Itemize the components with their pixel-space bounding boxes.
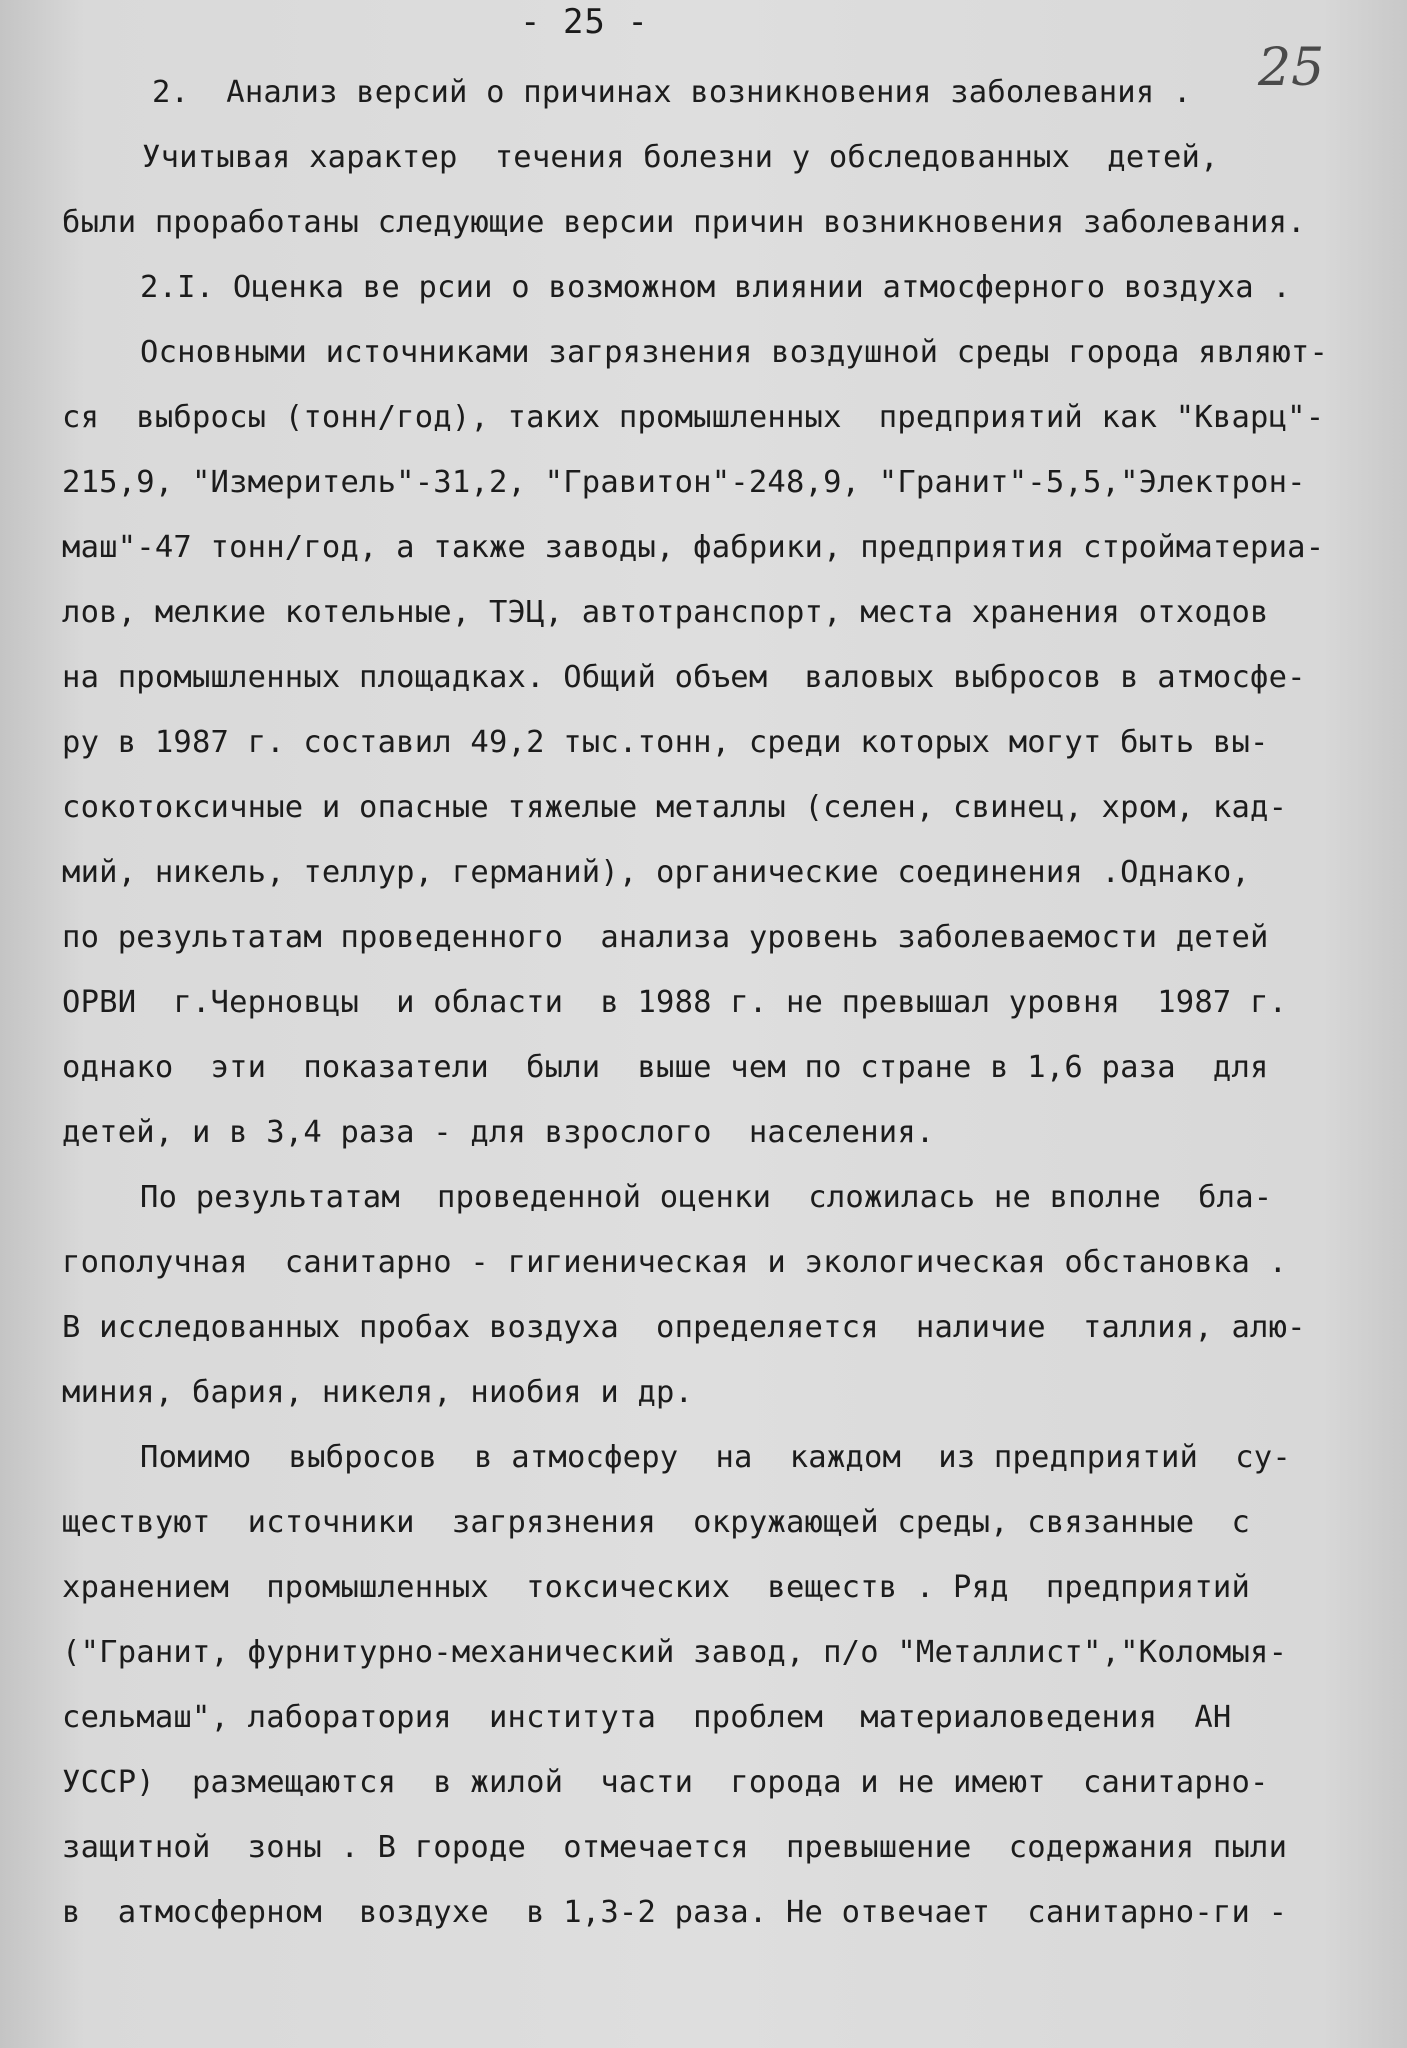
text-line: сокотоксичные и опасные тяжелые металлы (селен, свинец, хром, кад- (62, 790, 1288, 825)
text-line: миния, бария, никеля, ниобия и др. (62, 1375, 694, 1410)
document-body (62, 60, 1362, 1945)
text-line: детей, и в 3,4 раза - для взрослого населения. (62, 1115, 935, 1150)
text-line: Помимо выбросов в атмосферу на каждом из предприятий су- (140, 1440, 1291, 1475)
text-line: защитной зоны . В городе отмечается превышение содержания пыли (62, 1830, 1288, 1865)
text-line: лов, мелкие котельные, ТЭЦ, автотранспорт, места хранения отходов (62, 595, 1269, 630)
text-line: в атмосферном воздухе в 1,3-2 раза. Не отвечает санитарно-ги - (62, 1895, 1288, 1930)
text-line: Основными источниками загрязнения воздушной среды города являют- (140, 335, 1329, 370)
paragraph (62, 1425, 1362, 1945)
text-line: ся выбросы (тонн/год), таких промышленных предприятий как "Кварц"- (62, 400, 1325, 435)
text-line: 2.I. Оценка ве рсии о возможном влиянии атмосферного воздуха . (140, 270, 1291, 305)
text-line: ОРВИ г.Черновцы и области в 1988 г. не превышал уровня 1987 г. (62, 985, 1288, 1020)
text-line: маш"-47 тонн/год, а также заводы, фабрики, предприятия стройматериа- (62, 530, 1325, 565)
section-heading (62, 60, 1362, 125)
text-line: ("Гранит, фурнитурно-механический завод, п/о "Металлист","Коломыя- (62, 1635, 1288, 1670)
text-line: 215,9, "Измеритель"-31,2, "Гравитон"-248,9, "Гранит"-5,5,"Электрон- (62, 465, 1306, 500)
text-line: однако эти показатели были выше чем по стране в 1,6 раза для (62, 1050, 1269, 1085)
paragraph (62, 1165, 1362, 1425)
text-line: В исследованных пробах воздуха определяется наличие таллия, алю- (62, 1310, 1306, 1345)
text-line: 2. Анализ версий о причинах возникновения заболевания . (152, 75, 1192, 110)
paragraph (62, 125, 1362, 255)
text-line: гополучная санитарно - гигиеническая и экологическая обстановка . (62, 1245, 1288, 1280)
text-line: на промышленных площадках. Общий объем валовых выбросов в атмосфе- (62, 660, 1306, 695)
text-line: мий, никель, теллур, германий), органические соединения .Однако, (62, 855, 1251, 890)
text-line: по результатам проведенного анализа уровень заболеваемости детей (62, 920, 1269, 955)
text-line: были проработаны следующие версии причин возникновения заболевания. (62, 205, 1306, 240)
subsection-heading (62, 255, 1362, 320)
text-line: хранением промышленных токсических веществ . Ряд предприятий (62, 1570, 1251, 1605)
handwritten-page-number: 25 (1258, 38, 1325, 98)
text-line: сельмаш", лаборатория института проблем материаловедения АН (62, 1700, 1232, 1735)
text-line: ру в 1987 г. составил 49,2 тыс.тонн, среди которых могут быть вы- (62, 725, 1269, 760)
text-line: УССР) размещаются в жилой части города и не имеют санитарно- (62, 1765, 1269, 1800)
paragraph (62, 320, 1362, 1165)
page-number: - 25 - (520, 2, 649, 42)
text-line: По результатам проведенной оценки сложилась не вполне бла- (140, 1180, 1273, 1215)
text-line: ществуют источники загрязнения окружающей среды, связанные с (62, 1505, 1251, 1540)
text-line: Учитывая характер течения болезни у обследованных детей, (142, 140, 1219, 175)
